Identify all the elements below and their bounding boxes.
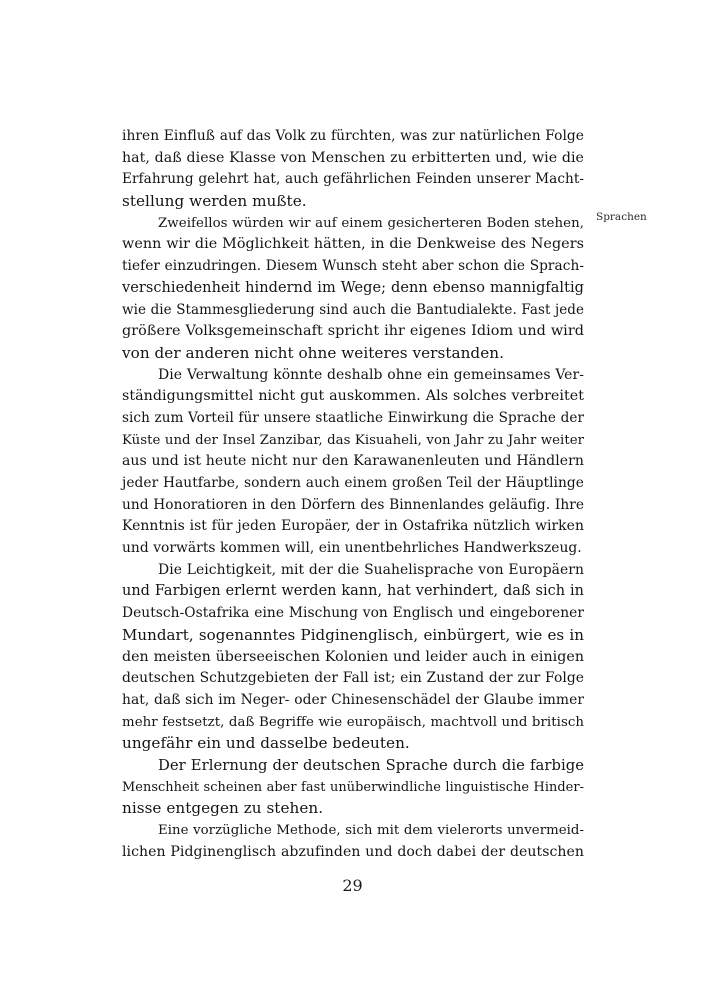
page-number: 29 xyxy=(342,876,363,895)
text-line: ungefähr ein und dasselbe bedeuten. xyxy=(122,734,410,753)
paragraph-start-line: Eine vorzügliche Methode, sich mit dem vielerorts unvermeid- xyxy=(158,823,584,838)
text-line: stellung werden mußte. xyxy=(122,192,307,211)
text-line: Deutsch-Ostafrika eine Mischung von Englisch und eingeborener xyxy=(122,605,584,622)
text-line: sich zum Vorteil für unsere staatliche Einwirkung die Sprache der xyxy=(122,409,584,426)
paragraph-start-line: Der Erlernung der deutschen Sprache durch die farbige xyxy=(158,756,584,774)
text-line: deutschen Schutzgebieten der Fall ist; ein Zustand der zur Folge xyxy=(122,670,584,687)
text-line: Menschheit scheinen aber fast unüberwindliche linguistische Hinder- xyxy=(122,779,584,795)
text-line: und Farbigen erlernt werden kann, hat verhindert, daß sich in xyxy=(122,583,584,600)
text-line: von der anderen nicht ohne weiteres verstanden. xyxy=(122,343,504,362)
text-line: Kenntnis ist für jeden Europäer, der in Ostafrika nützlich wirken xyxy=(122,518,584,535)
text-line: und Honoratioren in den Dörfern des Binnenlandes geläufig. Ihre xyxy=(122,496,584,513)
text-line: größere Volksgemeinschaft spricht ihr eigenes Idiom und wird xyxy=(122,323,584,340)
text-line: lichen Pidginenglisch abzufinden und doch dabei der deutschen xyxy=(122,843,584,860)
text-line: ihren Einfluß auf das Volk zu fürchten, was zur natürlichen Folge xyxy=(122,128,584,144)
paragraph-start-line: Die Verwaltung könnte deshalb ohne ein gemeinsames Ver- xyxy=(158,366,584,383)
text-line: den meisten überseeischen Kolonien und leider auch in einigen xyxy=(122,648,584,665)
text-line: hat, daß sich im Neger- oder Chinesenschädel der Glaube immer xyxy=(122,691,584,708)
text-line: jeder Hautfarbe, sondern auch einem großen Teil der Häuptlinge xyxy=(122,475,584,491)
text-line: wenn wir die Möglichkeit hätten, in die Denkweise des Negers xyxy=(122,236,584,253)
text-line: Erfahrung gelehrt hat, auch gefährlichen Feinden unserer Macht- xyxy=(122,171,584,188)
text-line: verschiedenheit hindernd im Wege; denn ebenso mannigfaltig xyxy=(122,279,584,296)
body-text xyxy=(122,126,584,863)
text-line: mehr festsetzt, daß Begriffe wie europäisch, machtvoll und britisch xyxy=(122,714,584,730)
text-line: tiefer einzudringen. Diesem Wunsch steht aber schon die Sprach- xyxy=(122,258,584,275)
text-line: ständigungsmittel nicht gut auskommen. Als solches verbreitet xyxy=(122,388,584,405)
text-line: wie die Stammesgliederung sind auch die Bantudialekte. Fast jede xyxy=(122,301,584,318)
text-line: Küste und der Insel Zanzibar, das Kisuaheli, von Jahr zu Jahr weiter xyxy=(122,432,584,448)
paragraph-start-line: Zweifellos würden wir auf einem gesicherteren Boden stehen, xyxy=(158,215,584,231)
text-line: aus und ist heute nicht nur den Karawanenleuten und Händlern xyxy=(122,453,584,470)
margin-note: Sprachen xyxy=(596,211,647,223)
text-line: Mundart, sogenanntes Pidginenglisch, einbürgert, wie es in xyxy=(122,625,584,644)
paragraph-start-line: Die Leichtigkeit, mit der die Suahelisprache von Europäern xyxy=(158,561,584,578)
text-line: hat, daß diese Klasse von Menschen zu erbitterten und, wie die xyxy=(122,149,584,166)
text-line: nisse entgegen zu stehen. xyxy=(122,799,324,818)
text-line: und vorwärts kommen will, ein unentbehrliches Handwerkszeug. xyxy=(122,540,582,557)
